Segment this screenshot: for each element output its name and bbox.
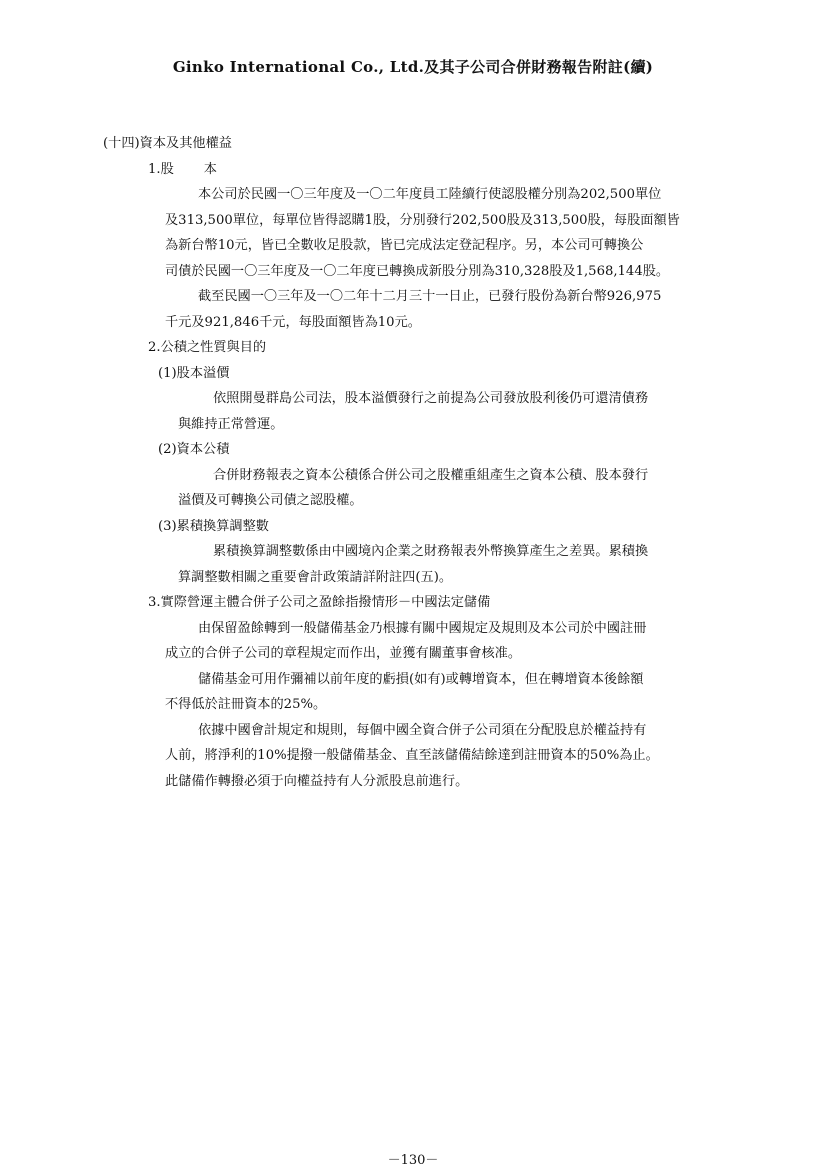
item3-heading: 3.實際營運主體合併子公司之盈餘指撥情形－中國法定儲備 xyxy=(148,595,491,610)
sub3-heading: (3)累積換算調整數 xyxy=(158,518,269,534)
sub1-heading: (1)股本溢價 xyxy=(158,365,230,381)
paragraph-line: 依照開曼群島公司法，股本溢價發行之前提為公司發放股利後仍可還清債務 xyxy=(213,391,649,406)
item1-label-char: 本 xyxy=(203,161,217,177)
paragraph-line: 合併財務報表之資本公積係合併公司之股權重組產生之資本公積、股本發行 xyxy=(213,467,649,483)
item1-label-num: 1.股 xyxy=(148,161,174,177)
section-heading: (十四)資本及其他權益 xyxy=(103,136,232,151)
item2-heading: 2.公積之性質與目的 xyxy=(148,340,267,355)
paragraph-line: 溢價及可轉換公司債之認股權。 xyxy=(178,493,363,508)
item1-heading xyxy=(0,157,826,183)
paragraph-line: 司債於民國一〇三年度及一〇二年度已轉換成新股分別為310,328股及1,568,144股。 xyxy=(165,263,670,279)
paragraph-line: 儲備基金可用作彌補以前年度的虧損(如有)或轉增資本，但在轉增資本後餘額 xyxy=(198,671,644,687)
paragraph-line: 千元及921,846千元，每股面額皆為10元。 xyxy=(165,314,421,330)
page-number: －130－ xyxy=(387,1153,439,1168)
paragraph-line: 不得低於註冊資本的25%。 xyxy=(165,697,327,712)
paragraph-line: 算調整數相關之重要會計政策請詳附註四(五)。 xyxy=(178,569,453,585)
paragraph-line: 本公司於民國一〇三年度及一〇二年度員工陸續行使認股權分別為202,500單位 xyxy=(198,187,662,202)
paragraph-line: 及313,500單位，每單位皆得認購1股，分別發行202,500股及313,500股，每股面額皆 xyxy=(165,212,680,228)
paragraph-line: 成立的合併子公司的章程規定而作出，並獲有關董事會核准。 xyxy=(165,646,522,661)
paragraph-line: 為新台幣10元，皆已全數收足股款，皆已完成法定登記程序。另，本公司可轉換公 xyxy=(165,238,644,253)
page-header: Ginko International Co., Ltd.及其子公司合併財務報告附註(續) xyxy=(172,58,654,76)
paragraph-line: 依據中國會計規定和規則，每個中國全資合併子公司須在分配股息於權益持有 xyxy=(198,722,647,738)
paragraph-line: 與維持正常營運。 xyxy=(178,416,284,432)
document-body xyxy=(0,131,826,794)
paragraph-line: 人前，將淨利的10%提撥一般儲備基金、直至該儲備結餘達到註冊資本的50%為止。 xyxy=(165,748,659,763)
paragraph-line: 此儲備作轉撥必須于向權益持有人分派股息前進行。 xyxy=(165,773,469,789)
sub2-heading: (2)資本公積 xyxy=(158,442,230,457)
paragraph-line: 由保留盈餘轉到一般儲備基金乃根據有關中國規定及規則及本公司於中國註冊 xyxy=(198,620,647,636)
paragraph-line: 累積換算調整數係由中國境內企業之財務報表外幣換算產生之差異。累積換 xyxy=(213,544,649,559)
paragraph-line: 截至民國一〇三年及一〇二年十二月三十一日止，已發行股份為新台幣926,975 xyxy=(198,289,662,304)
